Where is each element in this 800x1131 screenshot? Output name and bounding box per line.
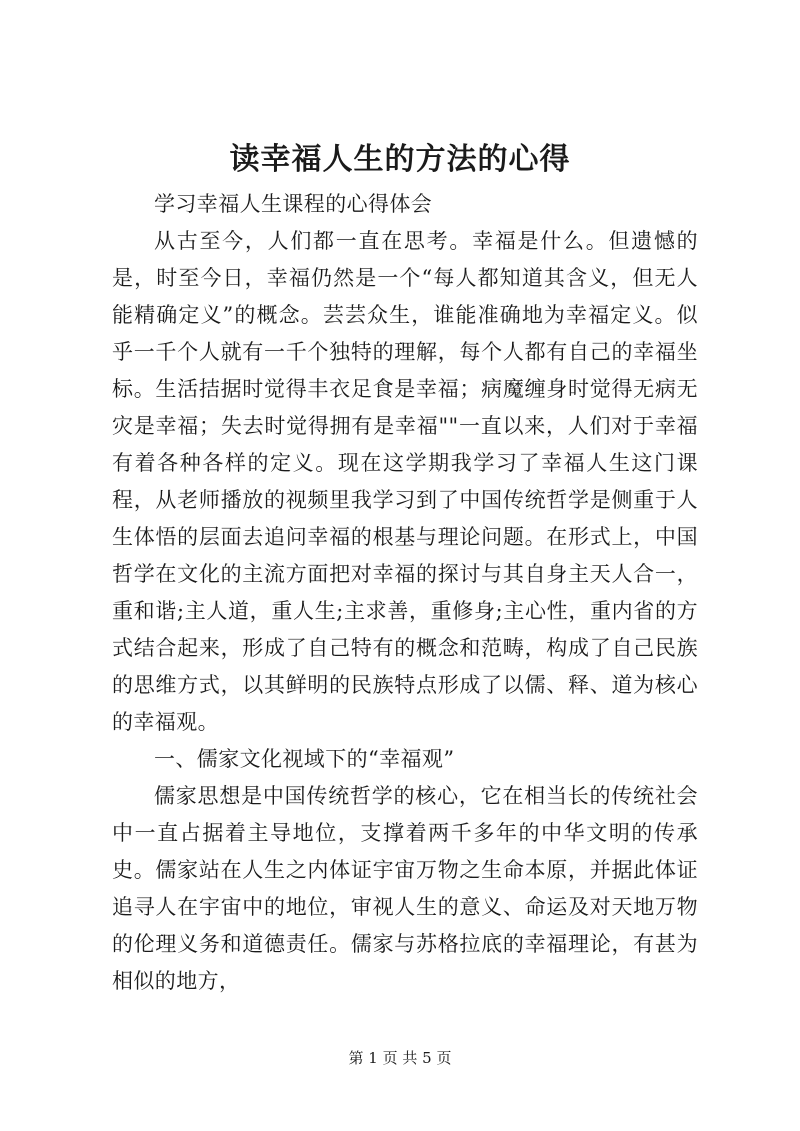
body-paragraph: 从古至今，人们都一直在思考。幸福是什么。但遗憾的是，时至今日，幸福仍然是一个“每人都知道其含义，但无人能精确定义”的概念。芸芸众生，谁能准确地为幸福定义。似乎一千个人就有一千个独特的理解，每个人都有自己的幸福坐标。生活拮据时觉得丰衣足食是幸福；病魔缠身时觉得无病无灾是幸福；失去时觉得拥有是幸福""一直以来，人们对于幸福有着各种各样的定义。现在这学期我学习了幸福人生这门课程，从老师播放的视频里我学习到了中国传统哲学是侧重于人生体悟的层面去追问幸福的根基与理论问题。在形式上，中国哲学在文化的主流方面把对幸福的探讨与其自身主天人合一，重和谐;主人道，重人生;主求善，重修身;主心性，重内省的方式结合起来，形成了自己特有的概念和范畴，构成了自己民族的思维方式，以其鲜明的民族特点形成了以儒、释、道为核心的幸福观。: [112, 229, 698, 734]
document-body: [112, 186, 698, 1000]
body-paragraph: 儒家思想是中国传统哲学的核心，它在相当长的传统社会中一直占据着主导地位，支撑着两千多年的中华文明的传承史。儒家站在人生之内体证宇宙万物之生命本原，并据此体证追寻人在宇宙中的地位，审视人生的意义、命运及对天地万物的伦理义务和道德责任。儒家与苏格拉底的幸福理论，有甚为相似的地方，: [112, 784, 698, 993]
subtitle-paragraph: 学习幸福人生课程的心得体会: [154, 192, 433, 216]
page-number-footer: 第 1 页 共 5 页: [348, 1049, 452, 1067]
document-title: 读幸福人生的方法的心得: [229, 142, 571, 177]
section-heading: 一、儒家文化视域下的“幸福观”: [154, 747, 455, 771]
